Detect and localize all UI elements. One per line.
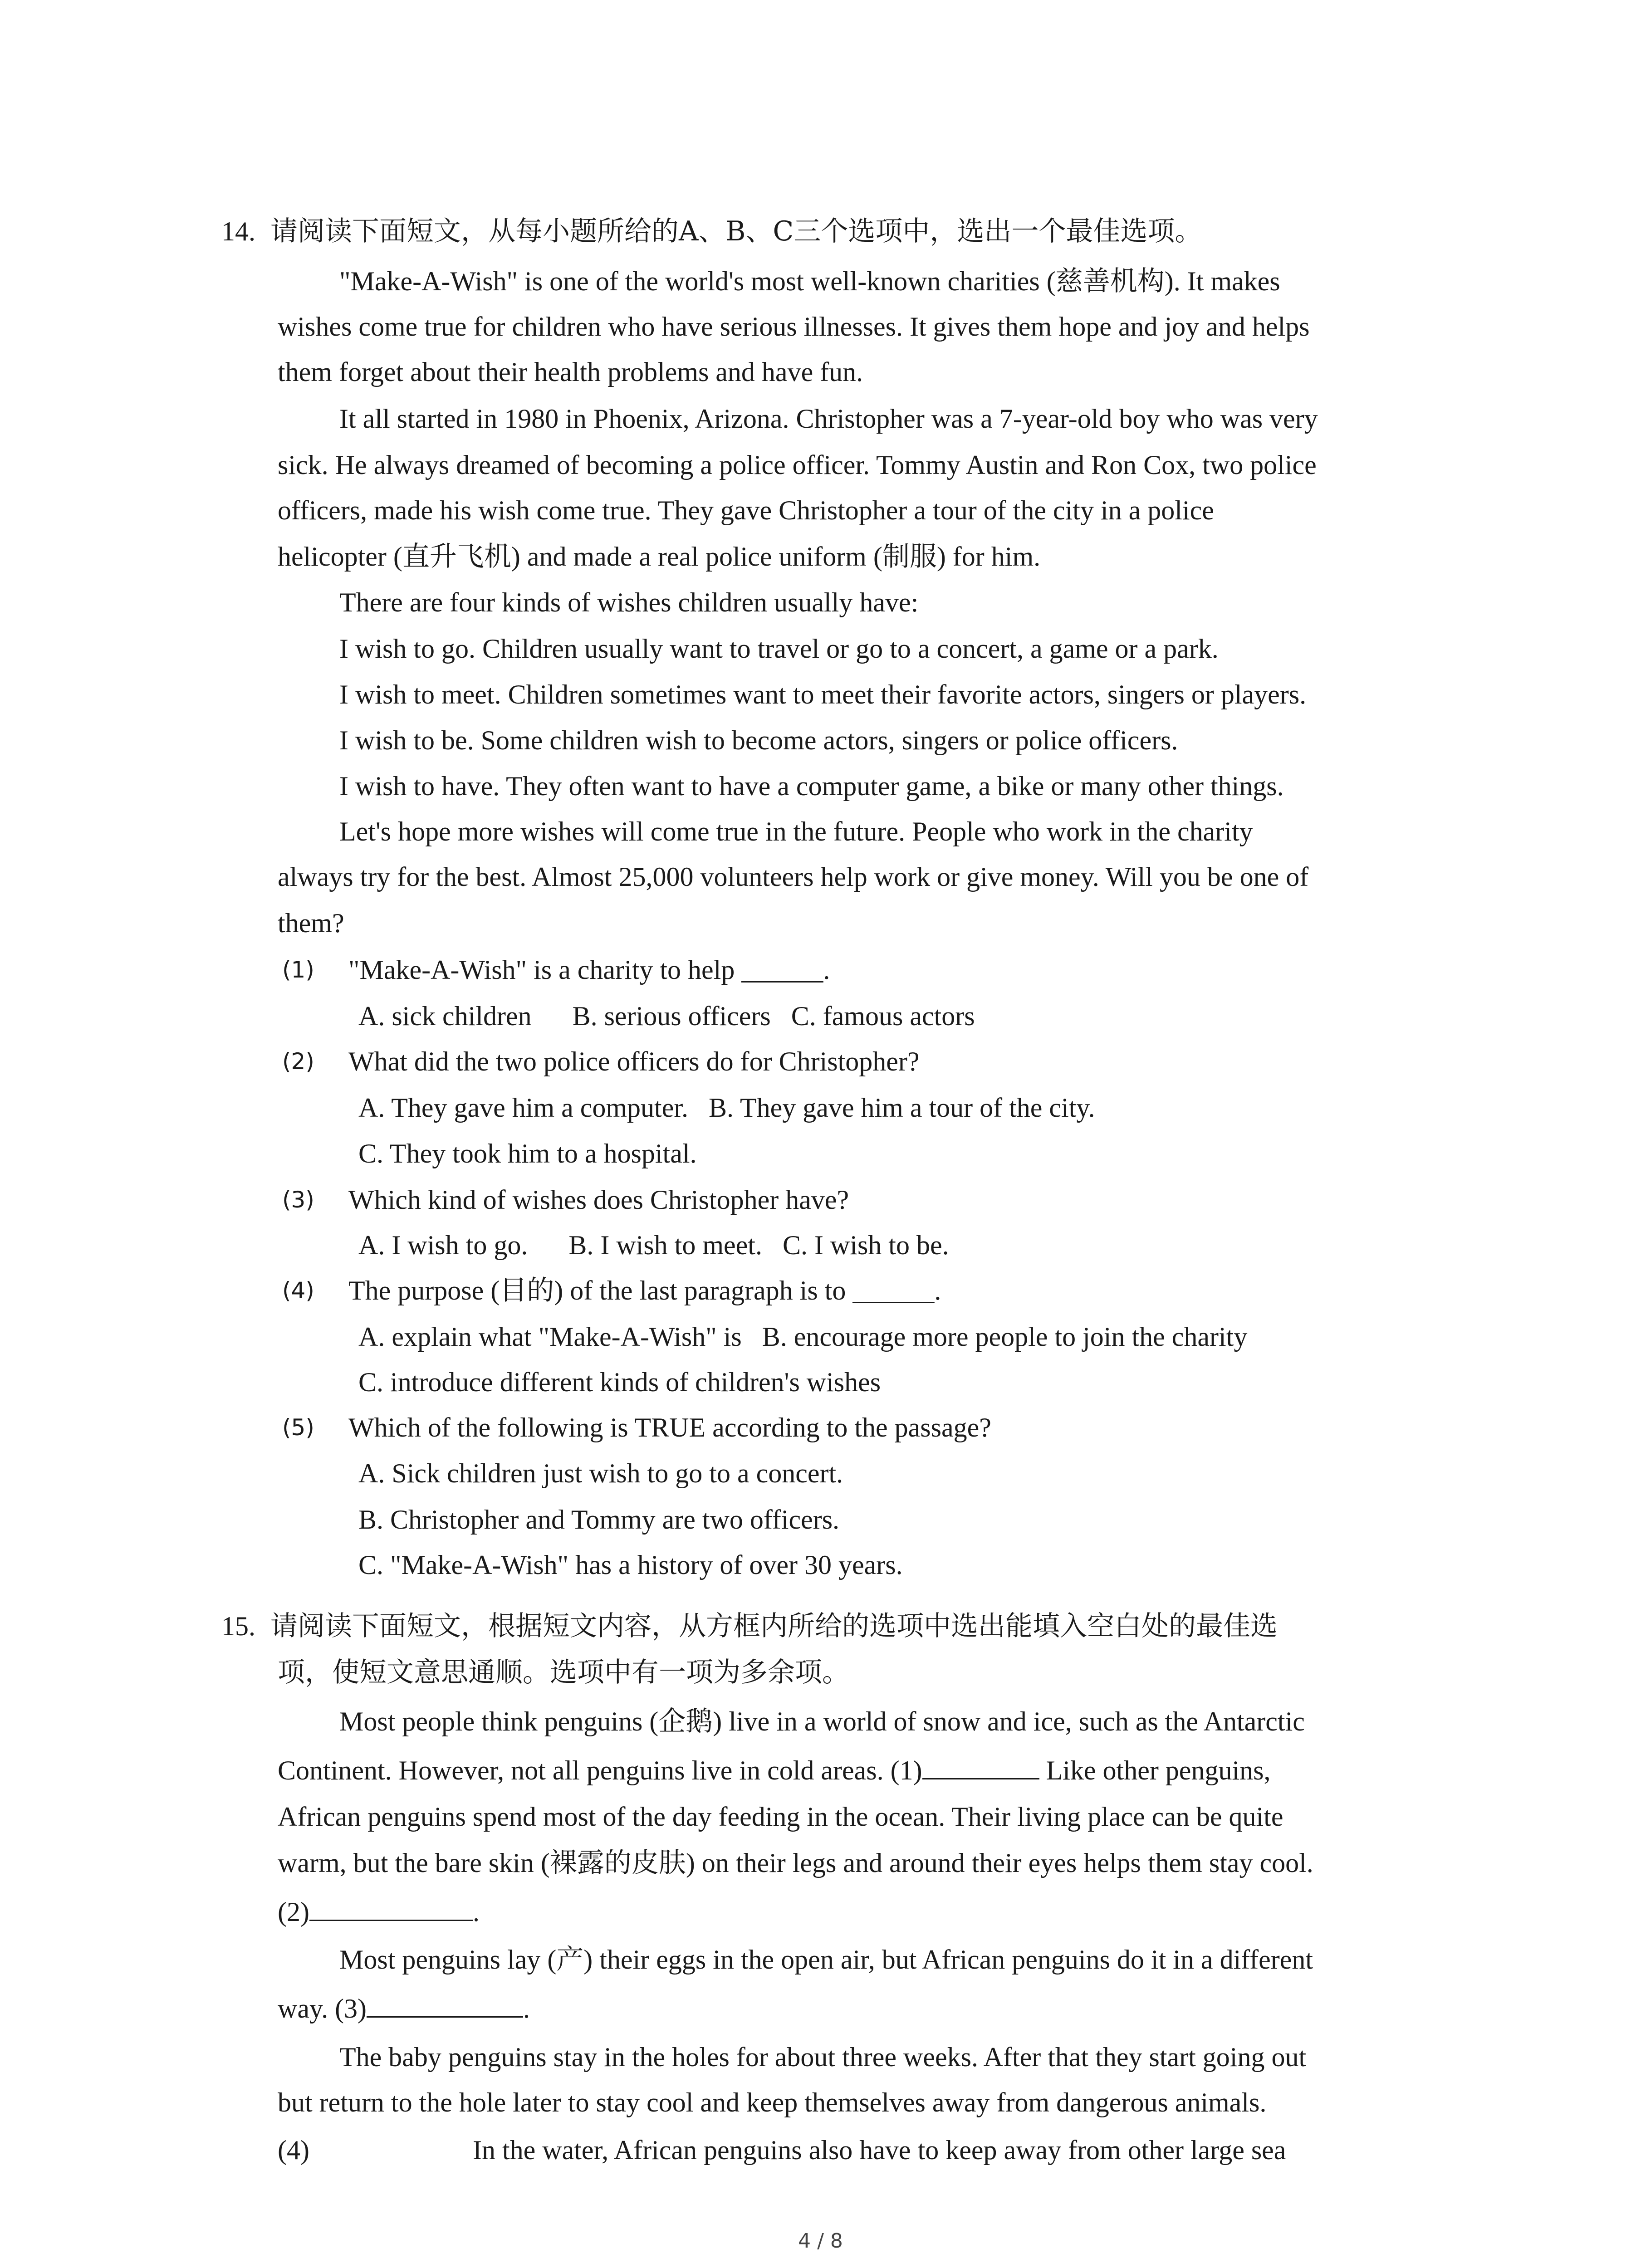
passage-line: always try for the best. Almost 25,000 volunteers help work or give money. Will you be one of bbox=[278, 862, 1309, 892]
passage-text: In the water, African penguins also have to keep away from other large sea bbox=[472, 2135, 1286, 2165]
subquestion-number: (1) bbox=[282, 957, 314, 983]
passage-line: but return to the hole later to stay cool and keep themselves away from dangerous animals. bbox=[278, 2087, 1267, 2117]
passage-line: There are four kinds of wishes children usually have: bbox=[339, 587, 919, 617]
q14-instruction: 请阅读下面短文，从每小题所给的A、B、C三个选项中，选出一个最佳选项。 bbox=[270, 215, 1202, 247]
passage-line: I wish to be. Some children wish to become actors, singers or police officers. bbox=[339, 725, 1178, 755]
q14-header bbox=[221, 215, 1202, 247]
subquestion-number: (5) bbox=[282, 1414, 314, 1441]
subquestion-stem: Which of the following is TRUE according to the passage? bbox=[348, 1413, 991, 1442]
answer-blank-2[interactable] bbox=[309, 1896, 473, 1921]
passage-line: sick. He always dreamed of becoming a police officer. Tommy Austin and Ron Cox, two police bbox=[278, 450, 1317, 480]
passage-line: "Make-A-Wish" is one of the world's most well-known charities (慈善机构). It makes bbox=[339, 266, 1280, 296]
passage-text: (4) bbox=[278, 2135, 309, 2165]
passage-text: Like other penguins, bbox=[1039, 1755, 1271, 1785]
answer-options: A. Sick children just wish to go to a concert. bbox=[358, 1458, 843, 1488]
answer-options: A. They gave him a computer. B. They gave him a tour of the city. bbox=[358, 1093, 1095, 1123]
subquestion-stem: Which kind of wishes does Christopher have? bbox=[348, 1185, 849, 1215]
answer-options: C. "Make-A-Wish" has a history of over 30 years. bbox=[358, 1550, 903, 1580]
passage-line: wishes come true for children who have serious illnesses. It gives them hope and joy and helps bbox=[278, 312, 1310, 342]
passage-line: officers, made his wish come true. They gave Christopher a tour of the city in a police bbox=[278, 495, 1214, 525]
subquestion-number: (3) bbox=[282, 1187, 314, 1213]
passage-text: . bbox=[472, 1897, 480, 1927]
passage-line: African penguins spend most of the day feeding in the ocean. Their living place can be quite bbox=[278, 1802, 1283, 1832]
q14-number: 14. bbox=[221, 216, 255, 246]
subquestion-stem: What did the two police officers do for Christopher? bbox=[348, 1046, 920, 1076]
passage-text: Continent. However, not all penguins live in cold areas. (1) bbox=[278, 1755, 922, 1785]
passage-line bbox=[278, 1755, 1270, 1786]
passage-line bbox=[278, 2134, 1286, 2166]
q15-instruction: 请阅读下面短文，根据短文内容，从方框内所给的选项中选出能填入空白处的最佳选 bbox=[270, 1610, 1278, 1642]
passage-line bbox=[278, 1896, 480, 1928]
answer-blank-3[interactable] bbox=[367, 1993, 523, 2018]
passage-line: Most people think penguins (企鹅) live in a world of snow and ice, such as the Antarctic bbox=[339, 1706, 1305, 1736]
answer-options: B. Christopher and Tommy are two officers. bbox=[358, 1505, 840, 1535]
answer-blank-1[interactable] bbox=[922, 1755, 1039, 1779]
answer-options: A. sick children B. serious officers C. famous actors bbox=[358, 1001, 975, 1031]
passage-line: I wish to meet. Children sometimes want to meet their favorite actors, singers or players. bbox=[339, 679, 1307, 709]
page-number: 4 / 8 bbox=[798, 2229, 843, 2253]
passage-line: Most penguins lay (产) their eggs in the open air, but African penguins do it in a different bbox=[339, 1945, 1313, 1975]
passage-text: . bbox=[523, 1994, 530, 2024]
passage-line: It all started in 1980 in Phoenix, Arizona. Christopher was a 7-year-old boy who was very bbox=[339, 404, 1318, 434]
passage-line: them? bbox=[278, 908, 344, 938]
passage-line bbox=[278, 1993, 530, 2024]
q15-header bbox=[221, 1610, 1278, 1642]
answer-options: C. introduce different kinds of children's wishes bbox=[358, 1367, 881, 1397]
q15-instruction-cont: 项，使短文意思通顺。选项中有一项为多余项。 bbox=[278, 1657, 849, 1688]
answer-options: A. explain what "Make-A-Wish" is B. encourage more people to join the charity bbox=[358, 1322, 1248, 1352]
subquestion-stem: "Make-A-Wish" is a charity to help ______. bbox=[348, 955, 830, 985]
subquestion-number: (4) bbox=[282, 1277, 314, 1304]
passage-line: helicopter (直升飞机) and made a real police uniform (制服) for him. bbox=[278, 542, 1041, 572]
answer-options: C. They took him to a hospital. bbox=[358, 1139, 697, 1168]
passage-line: Let's hope more wishes will come true in the future. People who work in the charity bbox=[339, 816, 1253, 846]
passage-line: warm, but the bare skin (裸露的皮肤) on their legs and around their eyes helps them stay cool. bbox=[278, 1848, 1313, 1878]
answer-options: A. I wish to go. B. I wish to meet. C. I wish to be. bbox=[358, 1230, 949, 1260]
passage-text: way. (3) bbox=[278, 1994, 367, 2024]
q15-number: 15. bbox=[221, 1611, 255, 1641]
passage-text: (2) bbox=[278, 1897, 309, 1927]
subquestion-stem: The purpose (目的) of the last paragraph is to ______. bbox=[348, 1276, 941, 1305]
passage-line: The baby penguins stay in the holes for about three weeks. After that they start going out bbox=[339, 2042, 1307, 2072]
passage-line: them forget about their health problems and have fun. bbox=[278, 357, 863, 387]
subquestion-number: (2) bbox=[282, 1048, 314, 1075]
passage-line: I wish to have. They often want to have a computer game, a bike or many other things. bbox=[339, 771, 1284, 801]
passage-line: I wish to go. Children usually want to travel or go to a concert, a game or a park. bbox=[339, 634, 1219, 664]
